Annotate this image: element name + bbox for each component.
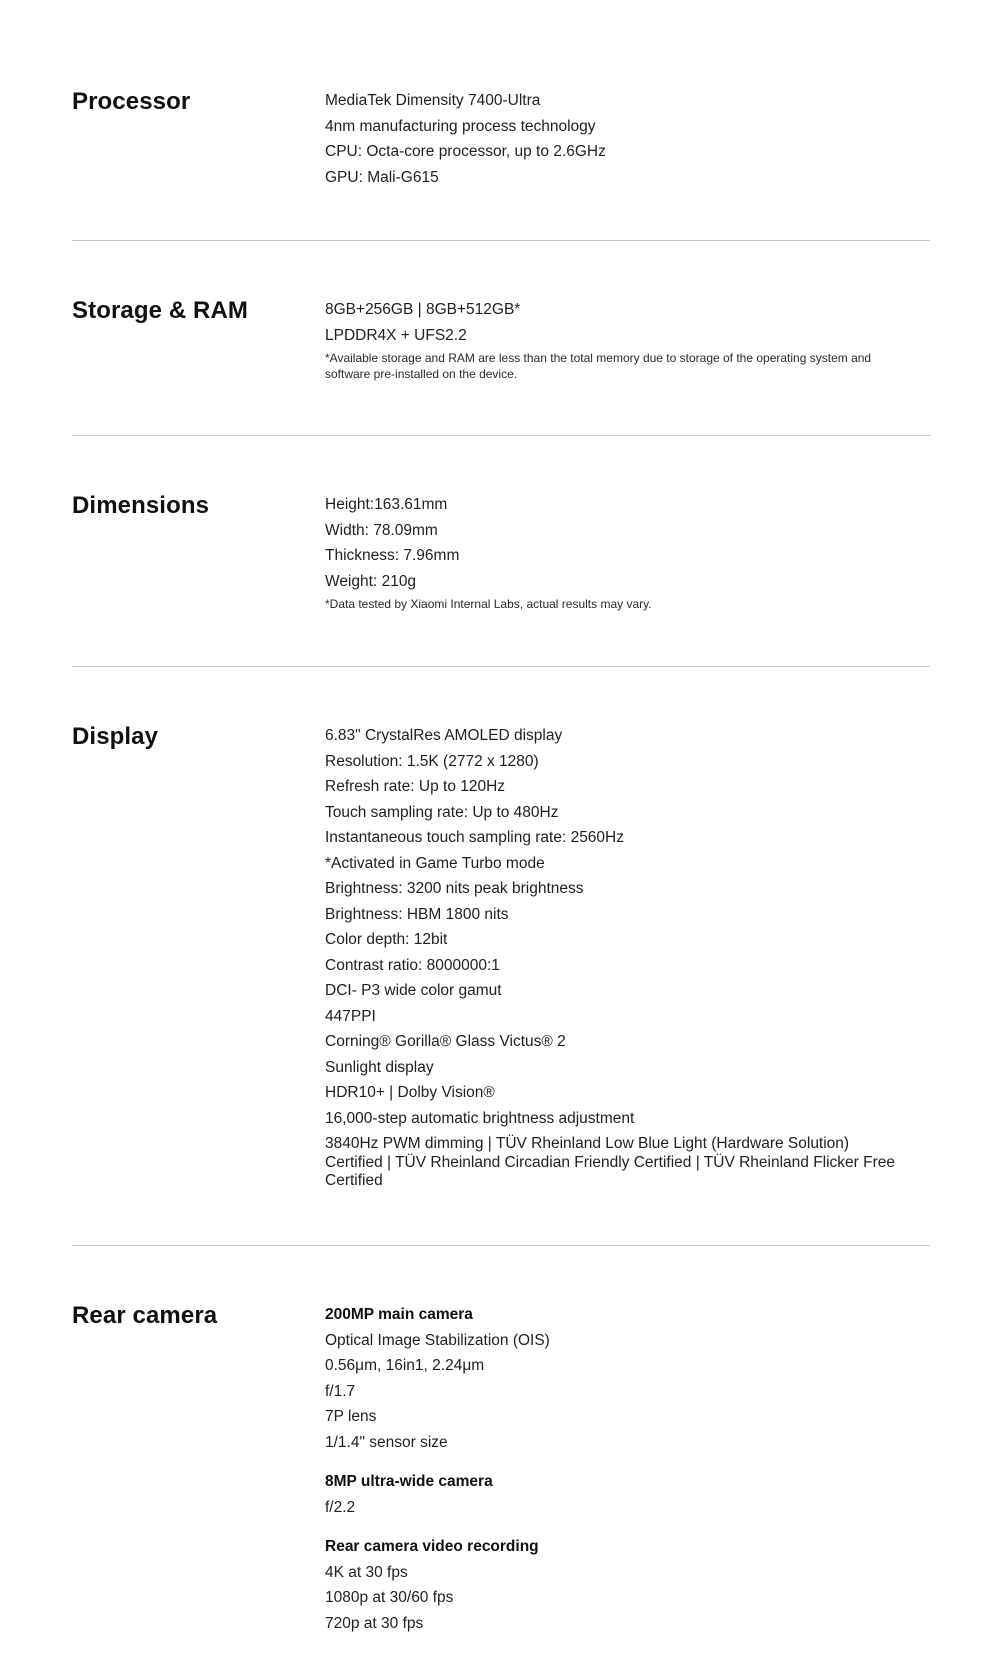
dimensions-footnote: *Data tested by Xiaomi Internal Labs, actual results may vary. bbox=[325, 597, 652, 611]
display-line: *Activated in Game Turbo mode bbox=[325, 854, 545, 872]
processor-details bbox=[325, 88, 905, 190]
display-line: Brightness: 3200 nits peak brightness bbox=[325, 880, 584, 897]
display-line: Corning® Gorilla® Glass Victus® 2 bbox=[325, 1033, 566, 1050]
storage-line: LPDDR4X + UFS2.2 bbox=[325, 326, 467, 344]
dimensions-line: Weight: 210g bbox=[325, 572, 417, 590]
display-line: Color depth: 12bit bbox=[325, 931, 448, 948]
display-details bbox=[325, 723, 905, 1191]
storage-line: 8GB+256GB | 8GB+512GB* bbox=[325, 301, 521, 318]
rear-camera-details bbox=[325, 1302, 905, 1636]
storage-title: Storage & RAM bbox=[72, 297, 248, 324]
video-recording-heading: Rear camera video recording bbox=[325, 1538, 539, 1555]
main-camera-line: f/1.7 bbox=[325, 1382, 356, 1400]
display-line: HDR10+ | Dolby Vision® bbox=[325, 1084, 495, 1101]
section-divider bbox=[72, 435, 930, 436]
display-line: Sunlight display bbox=[325, 1058, 434, 1076]
processor-line: 4nm manufacturing process technology bbox=[325, 117, 596, 135]
ultra-wide-camera-line: f/2.2 bbox=[325, 1498, 356, 1516]
section-divider bbox=[72, 1245, 930, 1246]
dimensions-line: Height:163.61mm bbox=[325, 496, 448, 513]
processor-line: CPU: Octa-core processor, up to 2.6GHz bbox=[325, 143, 606, 160]
display-line: 6.83" CrystalRes AMOLED display bbox=[325, 727, 563, 744]
processor-line: GPU: Mali-G615 bbox=[325, 168, 439, 186]
display-line: DCI- P3 wide color gamut bbox=[325, 982, 502, 999]
video-recording-line: 1080p at 30/60 fps bbox=[325, 1589, 454, 1606]
dimensions-line: Thickness: 7.96mm bbox=[325, 547, 460, 564]
video-recording-line: 720p at 30 fps bbox=[325, 1614, 424, 1632]
dimensions-details bbox=[325, 492, 905, 613]
display-line: Instantaneous touch sampling rate: 2560Hz bbox=[325, 829, 624, 846]
display-title: Display bbox=[72, 723, 159, 750]
display-line: Touch sampling rate: Up to 480Hz bbox=[325, 803, 559, 821]
dimensions-line: Width: 78.09mm bbox=[325, 521, 438, 539]
display-line: Refresh rate: Up to 120Hz bbox=[325, 778, 506, 795]
display-certifications: 3840Hz PWM dimming | TÜV Rheinland Low Blue Light (Hardware Solution) Certified | TÜV Rheinland Circadian Friendly Certified | TÜV Rheinland Flicker Free Certified bbox=[325, 1135, 896, 1189]
display-line: Brightness: HBM 1800 nits bbox=[325, 905, 509, 923]
storage-details bbox=[325, 297, 905, 382]
video-recording-line: 4K at 30 fps bbox=[325, 1563, 408, 1581]
display-line: 447PPI bbox=[325, 1007, 376, 1025]
display-line: Resolution: 1.5K (2772 x 1280) bbox=[325, 752, 539, 770]
main-camera-line: 0.56μm, 16in1, 2.24μm bbox=[325, 1357, 485, 1374]
section-divider bbox=[72, 240, 930, 241]
main-camera-heading: 200MP main camera bbox=[325, 1306, 473, 1323]
ultra-wide-camera-heading: 8MP ultra-wide camera bbox=[325, 1473, 493, 1490]
section-divider bbox=[72, 666, 930, 667]
display-line: 16,000-step automatic brightness adjustment bbox=[325, 1109, 635, 1127]
dimensions-title: Dimensions bbox=[72, 492, 210, 519]
processor-line: MediaTek Dimensity 7400-Ultra bbox=[325, 92, 541, 109]
storage-footnote: *Available storage and RAM are less than the total memory due to storage of the operating system and software pre-installed on the device. bbox=[325, 351, 872, 381]
rear-camera-title: Rear camera bbox=[72, 1302, 218, 1329]
main-camera-line: 7P lens bbox=[325, 1408, 377, 1425]
display-line: Contrast ratio: 8000000:1 bbox=[325, 956, 500, 974]
main-camera-line: 1/1.4" sensor size bbox=[325, 1433, 448, 1451]
main-camera-line: Optical Image Stabilization (OIS) bbox=[325, 1331, 550, 1349]
processor-title: Processor bbox=[72, 88, 191, 115]
